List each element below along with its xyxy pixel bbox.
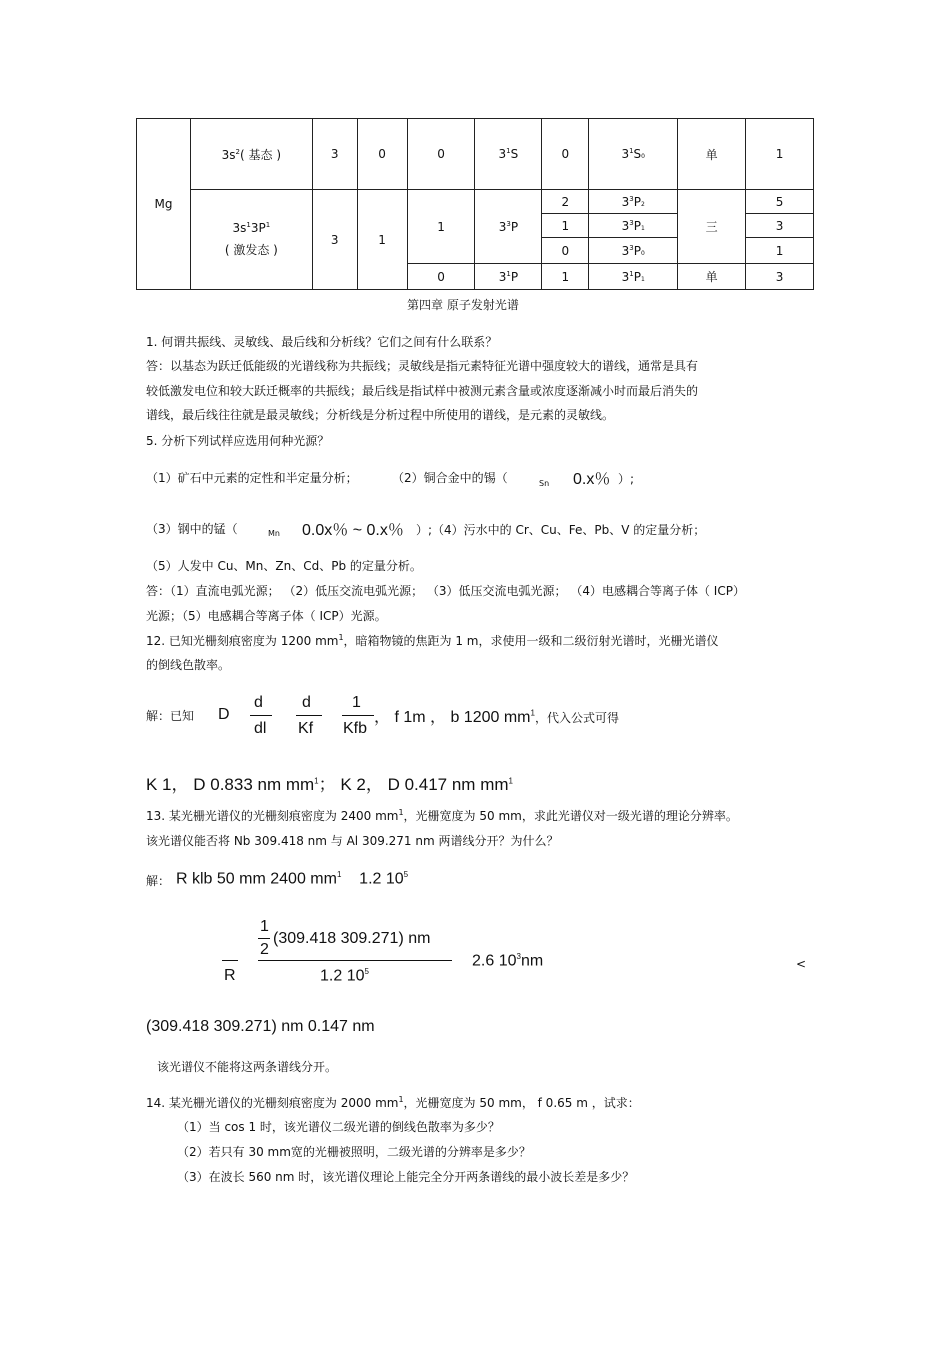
q12-solution-label: 解：已知 bbox=[146, 709, 195, 723]
degeneracy-cell: 3 bbox=[746, 264, 814, 290]
q5-item-3-value: 0.0x％ ~ 0.x％ bbox=[302, 522, 404, 539]
q13-numerator-expression: (309.418 309.271) nm bbox=[273, 930, 431, 947]
q5-answer-line: 答：（1）直流电弧光源； （2）低压交流电弧光源； （3）低压交流电弧光源； （4）电感耦合等离子体（ ICP） bbox=[146, 584, 745, 598]
q13-half-numerator: 1 bbox=[260, 918, 269, 935]
q13-resolution-expression: R klb 50 mm 2400 $mm^1$ 1.2 $10^5$ bbox=[176, 870, 409, 888]
q13-solution-label: 解： bbox=[146, 874, 171, 888]
q12-result: K 1， D 0.833 nm $mm^1$； K 2， D 0.417 nm $mm^1$ bbox=[146, 775, 513, 794]
q5-item-5: （5）人发中 Cu、Mn、Zn、Cd、Pb 的定量分析。 bbox=[146, 559, 422, 573]
q12-frac2-numerator: d bbox=[302, 694, 311, 711]
l-cell: 0 bbox=[357, 119, 407, 190]
q1-answer-line: 较低激发电位和较大跃迁概率的共振线；最后线是指试样中被测元素含量或浓度逐渐减小时而最后消失的 bbox=[146, 384, 699, 398]
j-cell: 0 bbox=[542, 119, 589, 190]
q12-question-line: 的倒线色散率。 bbox=[146, 658, 231, 672]
j-cell: 1 bbox=[542, 264, 589, 290]
q13-denominator-expression: 1.2 $10^5$ bbox=[320, 967, 369, 985]
q12-frac2-denominator: Kf bbox=[298, 720, 314, 737]
level-cell: $3^3P1$ bbox=[589, 214, 678, 238]
degeneracy-cell: 3 bbox=[746, 214, 814, 238]
q1-answer-line: 谱线，最后线往往就是最灵敏线；分析线是分析过程中所使用的谱线，是元素的灵敏线。 bbox=[146, 408, 615, 422]
s-cell: 1 bbox=[407, 190, 475, 264]
n-cell: 3 bbox=[312, 190, 357, 290]
q5-question: 5. 分析下列试样应选用何种光源？ bbox=[146, 434, 330, 448]
q13-conclusion: 该光谱仪不能将这两条谱线分开。 bbox=[157, 1060, 338, 1074]
q5-item-2-value: 0.x％ bbox=[573, 471, 611, 488]
q13-half-denominator: 2 bbox=[260, 941, 269, 958]
j-cell: 2 bbox=[542, 190, 589, 214]
chapter-title: 第四章 原子发射光谱 bbox=[407, 298, 519, 312]
level-cell: $3^1P1$ bbox=[589, 264, 678, 290]
q13-main-fraction-bar bbox=[258, 960, 452, 961]
q5-item-2-sub: Sn bbox=[539, 479, 550, 488]
term-cell: $3^1P$ bbox=[475, 264, 542, 290]
q5-item-1: （1）矿石中元素的定性和半定量分析； bbox=[146, 471, 358, 485]
q12-frac3-denominator: Kfb bbox=[343, 720, 368, 737]
q13-difference: (309.418 309.271) nm 0.147 nm bbox=[146, 1018, 375, 1035]
term-cell: $3^1S$ bbox=[475, 119, 542, 190]
n-cell: 3 bbox=[312, 119, 357, 190]
q13-question-line: 13. 某光栅光谱仪的光栅刻痕密度为 2400 $mm^1$，光栅宽度为 50 mm，求此光谱仪对一级光谱的理论分辨率。 bbox=[146, 808, 738, 823]
j-cell: 0 bbox=[542, 238, 589, 264]
q12-frac1-bar bbox=[250, 715, 272, 716]
level-cell: $3^1S0$ bbox=[589, 119, 678, 190]
level-cell: $3^3P0$ bbox=[589, 238, 678, 264]
multiplicity-cell: 单 bbox=[678, 119, 746, 190]
q5-item-3-end: ）;（4）污水中的 Cr、Cu、Fe、Pb、V 的定量分析； bbox=[416, 523, 706, 537]
q5-answer-line: 光源；（5）电感耦合等离子体（ ICP）光源。 bbox=[146, 609, 387, 623]
q12-question-line: 12. 已知光栅刻痕密度为 1200 $mm^1$，暗箱物镜的焦距为 1 m，求使用一级和二级衍射光谱时，光栅光谱仪 bbox=[146, 633, 719, 648]
q12-given-values: ， f 1m ， b 1200 $mm^1$，代入公式可得 bbox=[374, 708, 619, 726]
multiplicity-cell: 单 bbox=[678, 264, 746, 290]
level-cell: $3^3P2$ bbox=[589, 190, 678, 214]
q5-item-2-end: ）; bbox=[618, 472, 635, 486]
q1-question: 1. 何谓共振线、灵敏线、最后线和分析线？它们之间有什么联系？ bbox=[146, 335, 498, 349]
l-cell: 1 bbox=[357, 190, 407, 290]
q12-frac3-bar bbox=[342, 715, 374, 716]
q1-answer-line: 答：以基态为跃迁低能级的光谱线称为共振线；灵敏线是指元素特征光谱中强度较大的谱线，通常是具有 bbox=[146, 359, 699, 373]
q14-item-3: （3）在波长 560 nm 时，该光谱仪理论上能完全分开两条谱线的最小波长差是多少？ bbox=[177, 1170, 635, 1184]
q5-item-2: （2）铜合金中的锡（ bbox=[392, 471, 508, 485]
q13-less-than: < bbox=[796, 957, 807, 971]
q12-frac1-denominator: dl bbox=[254, 720, 267, 737]
q13-R-symbol: R bbox=[224, 967, 236, 984]
multiplicity-cell: 三 bbox=[678, 190, 746, 264]
s-cell: 0 bbox=[407, 264, 475, 290]
q14-item-2: （2）若只有 30 mm宽的光栅被照明，二级光谱的分辨率是多少？ bbox=[177, 1145, 531, 1159]
q13-ratio-value: 2.6 $10^3nm$ bbox=[472, 952, 544, 970]
degeneracy-cell: 5 bbox=[746, 190, 814, 214]
term-cell: $3^3P$ bbox=[475, 190, 542, 264]
q13-question-line: 该光谱仪能否将 Nb 309.418 nm 与 Al 309.271 nm 两谱线分开？为什么？ bbox=[146, 834, 559, 848]
q12-symbol-D: D bbox=[218, 706, 230, 723]
energy-level-table bbox=[136, 118, 814, 290]
q13-R-bar bbox=[222, 960, 238, 961]
q12-frac3-numerator: 1 bbox=[352, 694, 361, 711]
excited-state-cell: $3s^13P^1$ ( 激发态 ) bbox=[190, 190, 312, 290]
q12-frac2-bar bbox=[296, 715, 322, 716]
degeneracy-cell: 1 bbox=[746, 238, 814, 264]
degeneracy-cell: 1 bbox=[746, 119, 814, 190]
q12-frac1-numerator: d bbox=[254, 694, 263, 711]
q13-half-bar bbox=[258, 938, 270, 939]
s-cell: 0 bbox=[407, 119, 475, 190]
q14-question-line: 14. 某光栅光谱仪的光栅刻痕密度为 2000 $mm^1$，光栅宽度为 50 mm， f 0.65 m ，试求： bbox=[146, 1095, 640, 1110]
q14-item-1: （1）当 cos 1 时，该光谱仪二级光谱的倒线色散率为多少？ bbox=[177, 1120, 500, 1134]
j-cell: 1 bbox=[542, 214, 589, 238]
ground-state-cell: $3s^2$( 基态 ) bbox=[190, 119, 312, 190]
q5-item-3-sub: Mn bbox=[268, 529, 280, 538]
element-cell: Mg bbox=[137, 119, 191, 290]
q5-item-3: （3）钢中的锰（ bbox=[146, 522, 238, 536]
